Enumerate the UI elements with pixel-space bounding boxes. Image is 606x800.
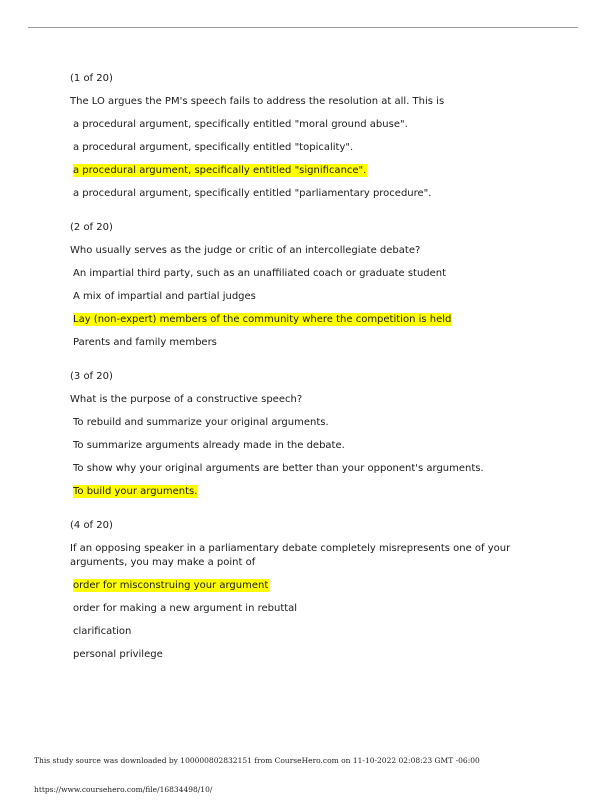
answer-option-text: a procedural argument, specifically entitled "parliamentary procedure".	[73, 188, 432, 199]
answer-option-text: order for making a new argument in rebuttal	[73, 603, 298, 614]
selected-answer-option	[70, 313, 540, 326]
question-number: (1 of 20)	[70, 73, 113, 84]
answer-option	[70, 439, 540, 452]
question-text: What is the purpose of a constructive speech?	[70, 394, 303, 405]
answer-option	[70, 336, 540, 349]
answer-option	[70, 648, 540, 661]
answer-option	[70, 118, 540, 131]
answer-option-text: a procedural argument, specifically entitled "moral ground abuse".	[73, 119, 408, 130]
answer-option-text: order for misconstruing your argument	[73, 580, 269, 591]
answer-option	[70, 462, 540, 475]
answer-option	[70, 187, 540, 200]
answer-option	[70, 267, 540, 280]
answer-option-text: Parents and family members	[73, 337, 217, 348]
answer-option-text: personal privilege	[73, 649, 163, 660]
answer-option-text: a procedural argument, specifically entitled "topicality".	[73, 142, 354, 153]
selected-answer-option	[70, 164, 540, 177]
answer-option	[70, 290, 540, 303]
answer-option-text: Lay (non-expert) members of the community where the competition is held	[73, 314, 452, 325]
question-4	[70, 519, 540, 661]
answer-option-text: An impartial third party, such as an unaffiliated coach or graduate student	[73, 268, 447, 279]
selected-answer-option	[70, 485, 540, 498]
question-3	[70, 370, 540, 498]
selected-answer-option	[70, 579, 540, 592]
quiz-content	[70, 72, 540, 682]
answer-option	[70, 625, 540, 638]
answer-option-text: To show why your original arguments are better than your opponent's arguments.	[73, 463, 484, 474]
answer-option-text: A mix of impartial and partial judges	[73, 291, 256, 302]
answer-option-text: clarification	[73, 626, 132, 637]
download-source-footer: This study source was downloaded by 100000802832151 from CourseHero.com on 11-10-2022 02:08:23 GMT -06:00	[34, 756, 480, 765]
question-number: (4 of 20)	[70, 520, 113, 531]
question-1	[70, 72, 540, 200]
top-divider	[28, 27, 578, 28]
answer-option-text: a procedural argument, specifically entitled "significance".	[73, 165, 367, 176]
question-text: Who usually serves as the judge or critic of an intercollegiate debate?	[70, 245, 421, 256]
source-url[interactable]: https://www.coursehero.com/file/16834498/10/	[34, 785, 213, 794]
question-text: If an opposing speaker in a parliamentary debate completely misrepresents one of your arguments, you may make a point of	[70, 543, 511, 568]
question-2	[70, 221, 540, 349]
answer-option-text: To summarize arguments already made in the debate.	[73, 440, 345, 451]
answer-option-text: To build your arguments.	[73, 486, 198, 497]
answer-option	[70, 141, 540, 154]
answer-option	[70, 602, 540, 615]
question-text: The LO argues the PM's speech fails to address the resolution at all. This is	[70, 96, 445, 107]
answer-option	[70, 416, 540, 429]
question-number: (3 of 20)	[70, 371, 113, 382]
question-number: (2 of 20)	[70, 222, 113, 233]
answer-option-text: To rebuild and summarize your original arguments.	[73, 417, 329, 428]
